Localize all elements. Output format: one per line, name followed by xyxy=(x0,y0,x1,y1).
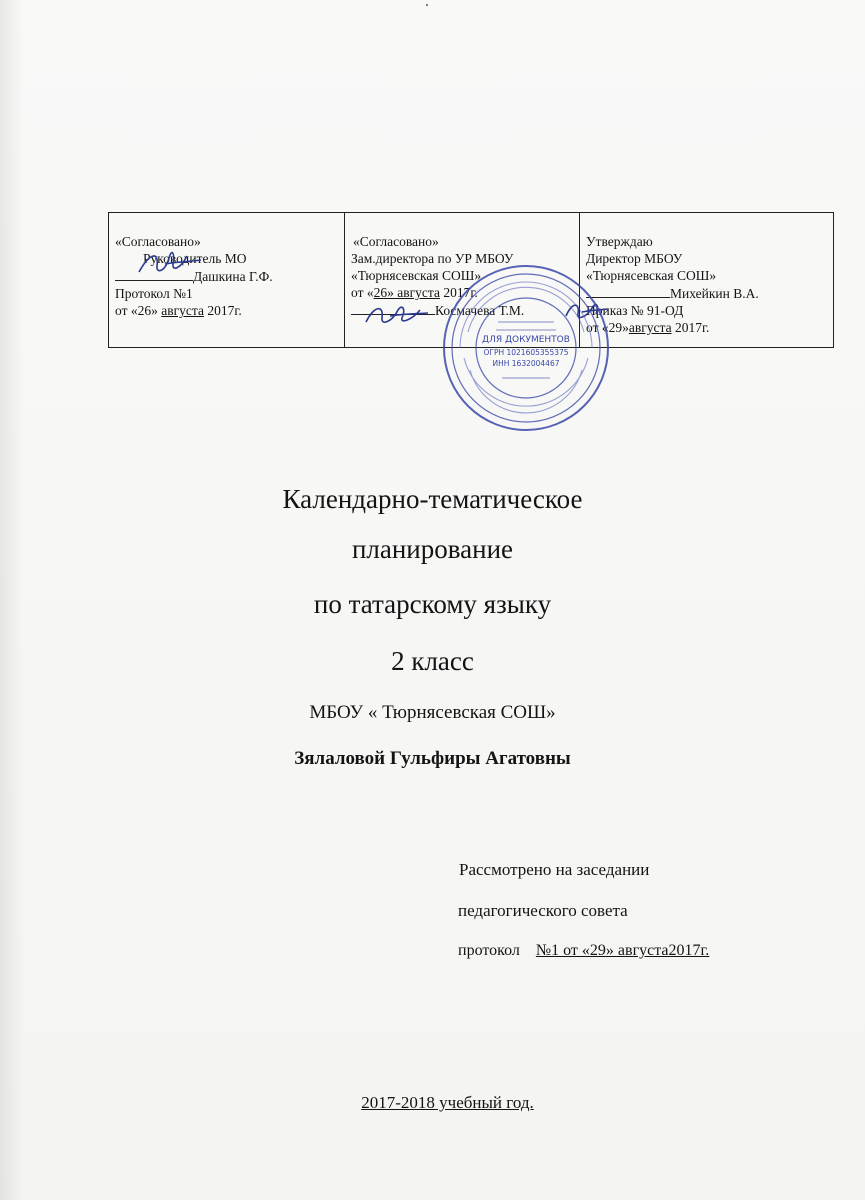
protocol-number: Протокол №1 xyxy=(115,286,193,301)
approved-label-2: «Согласовано» xyxy=(353,234,439,249)
deputy-date-year: 2017г. xyxy=(443,285,478,300)
head-mo-name: Дашкина Г.Ф. xyxy=(193,269,273,284)
head-mo-title: Руководитель МО xyxy=(143,251,247,266)
title-line-1: Календарно-тематическое xyxy=(282,484,583,514)
protocol-details: №1 от «29» августа2017г. xyxy=(535,942,710,959)
protocol-label: протокол xyxy=(458,942,536,959)
deputy-date-underlined: 26» августа xyxy=(373,285,440,300)
order-date-month: августа xyxy=(628,320,672,335)
reviewed-line-1: Рассмотрено на заседании xyxy=(459,860,650,879)
title-line-3: по татарскому языку xyxy=(313,589,552,619)
protocol-date-day: от «26» xyxy=(115,303,158,318)
order-date-day: от «29» xyxy=(586,320,629,335)
reviewed-line-2: педагогического совета xyxy=(458,901,628,920)
approve-label: Утверждаю xyxy=(586,234,653,249)
order-number: Приказ № 91-ОД xyxy=(586,303,684,318)
approved-label-1: «Согласовано» xyxy=(115,234,201,249)
speck xyxy=(426,4,428,6)
order-date xyxy=(586,319,827,336)
deputy-date-prefix: от « xyxy=(351,285,374,300)
stamp-inn: ИНН 1632004467 xyxy=(492,359,560,368)
signature-mo xyxy=(135,244,205,280)
approval-mo xyxy=(109,213,345,348)
title-line-2: планирование xyxy=(351,534,514,564)
stamp-center-text: ДЛЯ ДОКУМЕНТОВ xyxy=(482,335,570,345)
deputy-school: «Тюрнясевская СОШ» xyxy=(351,268,482,283)
teacher-name: Зялаловой Гульфиры Агатовны xyxy=(294,748,571,769)
order-date-year: 2017г. xyxy=(674,320,710,335)
signature-deputy xyxy=(362,300,432,330)
director-school: «Тюрнясевская СОШ» xyxy=(586,268,717,283)
protocol-date xyxy=(115,302,338,319)
title-line-4: 2 класс xyxy=(391,646,474,676)
deputy-title: Зам.директора по УР МБОУ xyxy=(351,251,514,266)
director-name: Михейкин В.А. xyxy=(670,286,759,301)
director-signature-line xyxy=(586,284,827,302)
protocol-date-month: августа xyxy=(161,303,204,318)
director-title: Директор МБОУ xyxy=(586,251,683,266)
official-stamp xyxy=(440,262,612,434)
approval-director xyxy=(580,213,834,348)
school-name: МБОУ « Тюрнясевская СОШ» xyxy=(309,702,556,723)
deputy-name: Космачева Т.М. xyxy=(435,303,525,318)
stamp-ogrn: ОГРН 1021605355375 xyxy=(483,348,569,357)
academic-year: 2017-2018 учебный год. xyxy=(361,1093,534,1112)
protocol-date-year: 2017г. xyxy=(207,303,242,318)
reviewed-line-3 xyxy=(458,942,709,960)
